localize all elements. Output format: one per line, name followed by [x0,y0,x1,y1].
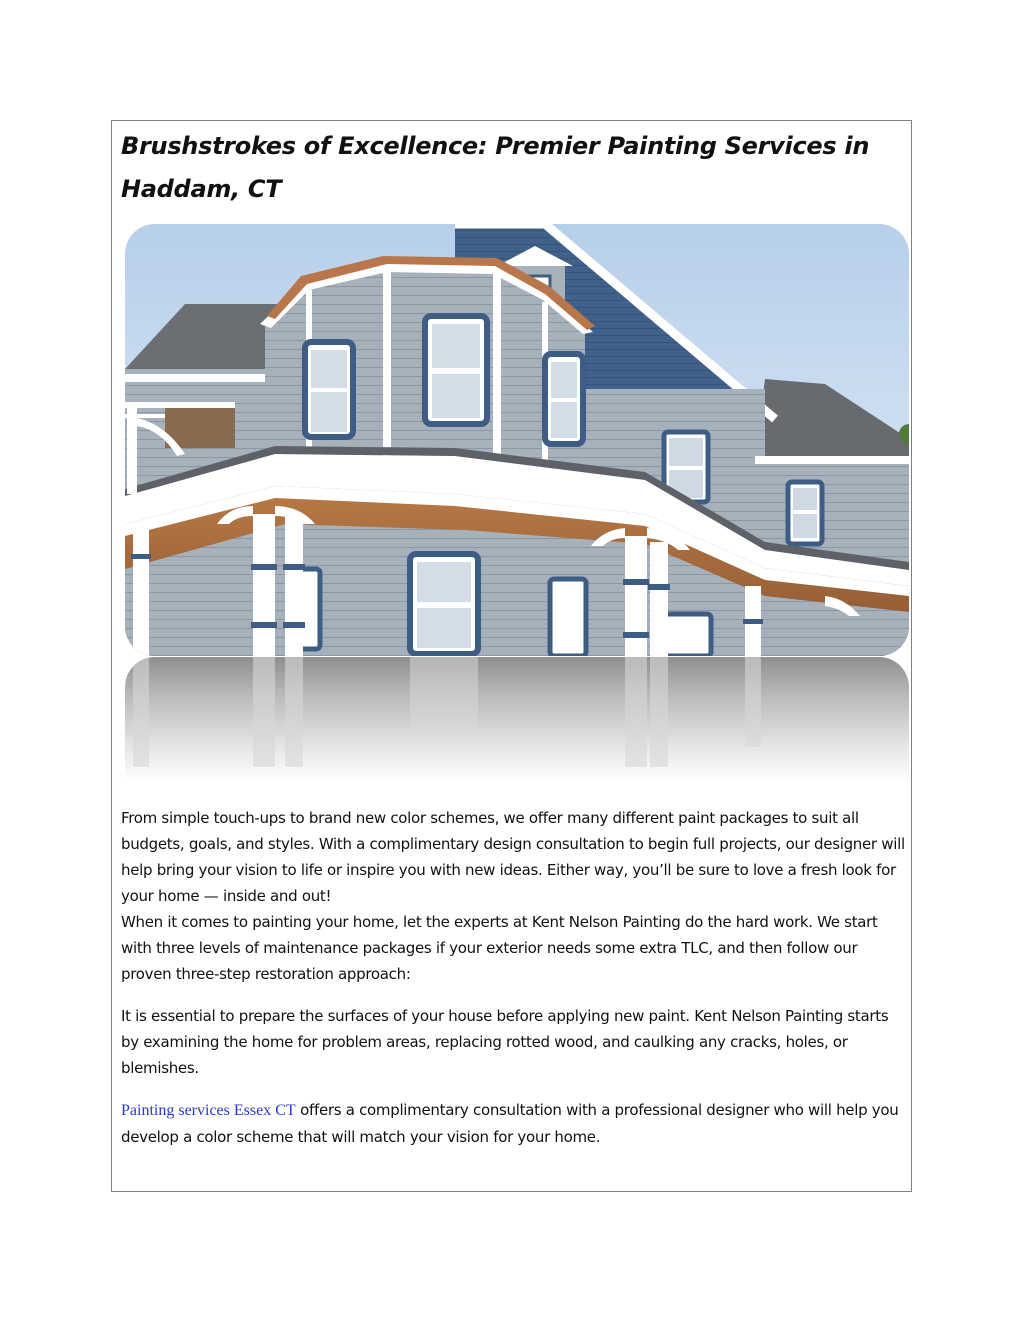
painting-services-link[interactable]: Painting services Essex CT [121,1102,296,1119]
paragraph-consultation [121,1097,905,1150]
house-illustration [125,224,909,656]
document-frame [111,120,912,1192]
paragraph-packages: From simple touch-ups to brand new color schemes, we offer many different paint packages to suit all budgets, goals, and styles. With a complimentary design consultation to begin full projects, our designer will help bring your vision to life or inspire you with new ideas. Either way, you’ll be sure to love a fresh look for your home — inside and out! [121,809,905,905]
document-title: Brushstrokes of Excellence: Premier Painting Services in Haddam, CT [121,132,870,203]
paragraph-experts: When it comes to painting your home, let the experts at Kent Nelson Painting do the hard work. We start with three levels of maintenance packages if your exterior needs some extra TLC, and then follow our proven three-step restoration approach: [121,913,878,983]
article-body [121,805,905,1150]
house-photo [125,224,909,656]
paragraph-preparation: It is essential to prepare the surfaces of your house before applying new paint. Kent Nelson Painting starts by examining the home for problem areas, replacing rotted wood, and caulking any cracks, holes, or blemishes. [121,1007,889,1077]
photo-reflection [125,657,909,781]
reflection-columns [125,657,909,781]
consultation-text: offers a complimentary consultation with a professional designer who will help you develop a color scheme that will match your vision for your home. [121,1101,899,1146]
